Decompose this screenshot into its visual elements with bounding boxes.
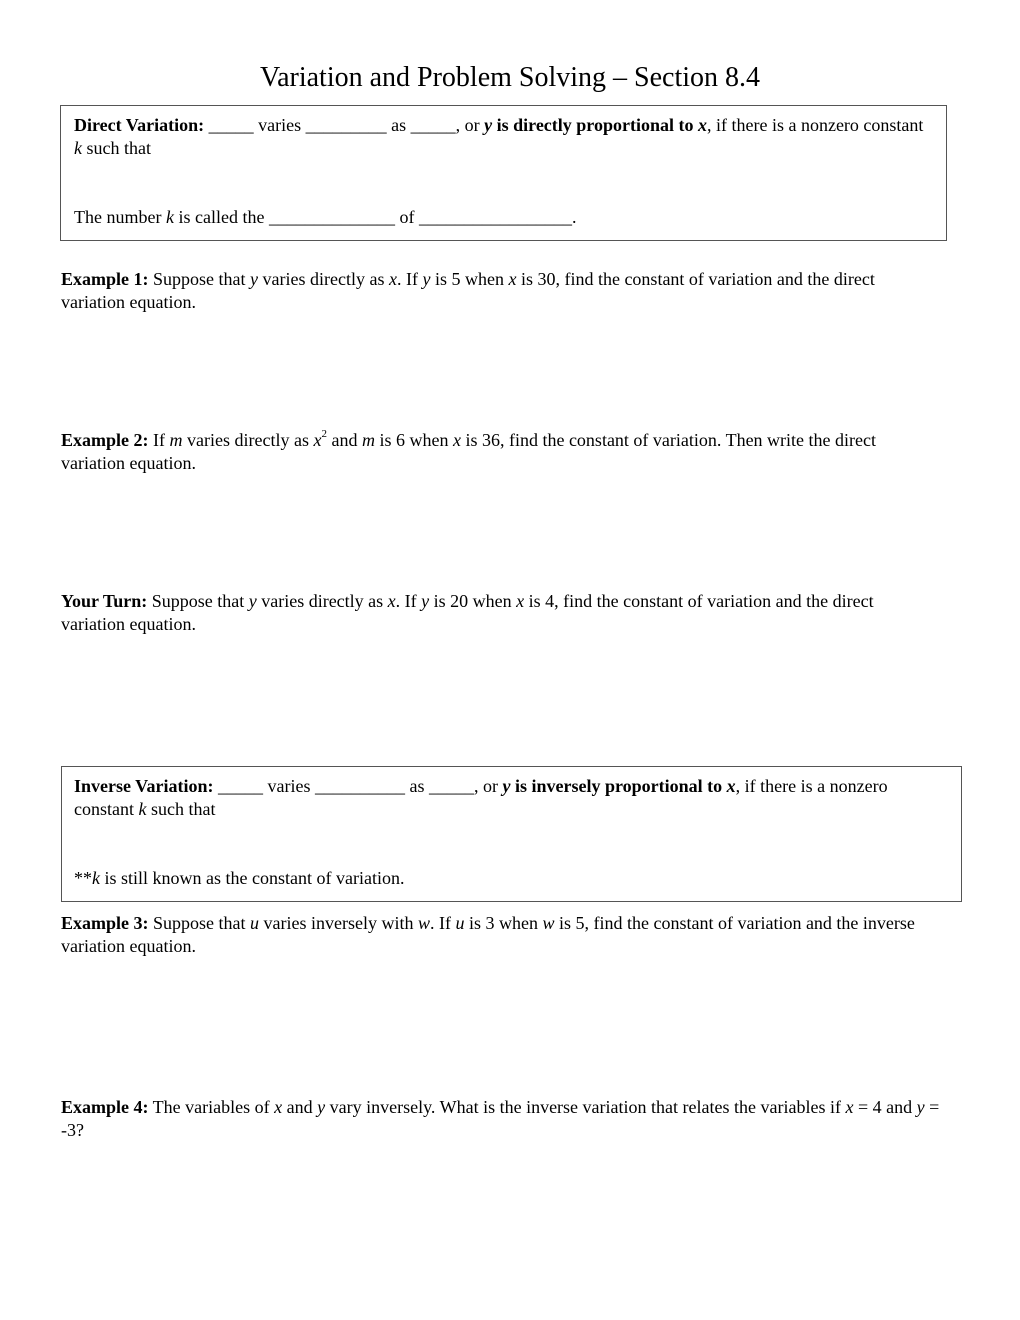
your-turn: Your Turn: Suppose that y varies directly as x. If y is 20 when x is 4, find the constant of variation and the direct variation equation. — [61, 591, 874, 634]
blank-dependent-variable: _____ — [218, 776, 263, 796]
constant-name-sentence: The number k is called the ______________ of _________________. — [74, 207, 577, 227]
example-2: Example 2: If m varies directly as $x^2$ and m is 6 when x is 36, find the constant of variation. Then write the direct variation equation. — [61, 428, 877, 473]
blank-constant-term: ______________ — [268, 207, 395, 227]
blank-variation-term: _________________ — [418, 207, 572, 227]
your-turn-label: Your Turn: — [61, 591, 148, 611]
example-4: Example 4: The variables of x and y vary inversely. What is the inverse variation that relates the variables if x = 4 and y = -3? — [61, 1097, 940, 1140]
blank-independent-variable: _____ — [428, 776, 474, 796]
blank-variation-type: _________ — [305, 115, 387, 135]
constant-note: **k is still known as the constant of variation. — [74, 868, 405, 888]
direct-variation-box — [60, 105, 947, 241]
blank-independent-variable: _____ — [410, 115, 456, 135]
inverse-variation-box — [61, 766, 962, 902]
inverse-variation-label: Inverse Variation: — [74, 776, 214, 796]
example-3-label: Example 3: — [61, 913, 149, 933]
example-3: Example 3: Suppose that u varies inversely with w. If u is 3 when w is 5, find the constant of variation and the inverse variation equation. — [61, 913, 915, 956]
inverse-variation-definition: Inverse Variation: _____ varies __________ as _____, or y is inversely proportional to x, if there is a nonzero constant k such that — [74, 776, 888, 819]
example-2-label: Example 2: — [61, 430, 149, 450]
blank-dependent-variable: _____ — [208, 115, 254, 135]
exponent: 2 — [321, 428, 327, 440]
page-title: Variation and Problem Solving – Section 8.4 — [259, 62, 761, 93]
direct-variation-label: Direct Variation: — [74, 115, 205, 135]
example-4-label: Example 4: — [61, 1097, 149, 1117]
direct-variation-definition: Direct Variation: _____ varies _________ as _____, or y is directly proportional to x, if there is a nonzero constant k such that — [74, 115, 924, 158]
blank-variation-type: __________ — [314, 776, 405, 796]
example-1: Example 1: Suppose that y varies directly as x. If y is 5 when x is 30, find the constant of variation and the direct variation equation. — [61, 269, 875, 312]
example-1-label: Example 1: — [61, 269, 149, 289]
